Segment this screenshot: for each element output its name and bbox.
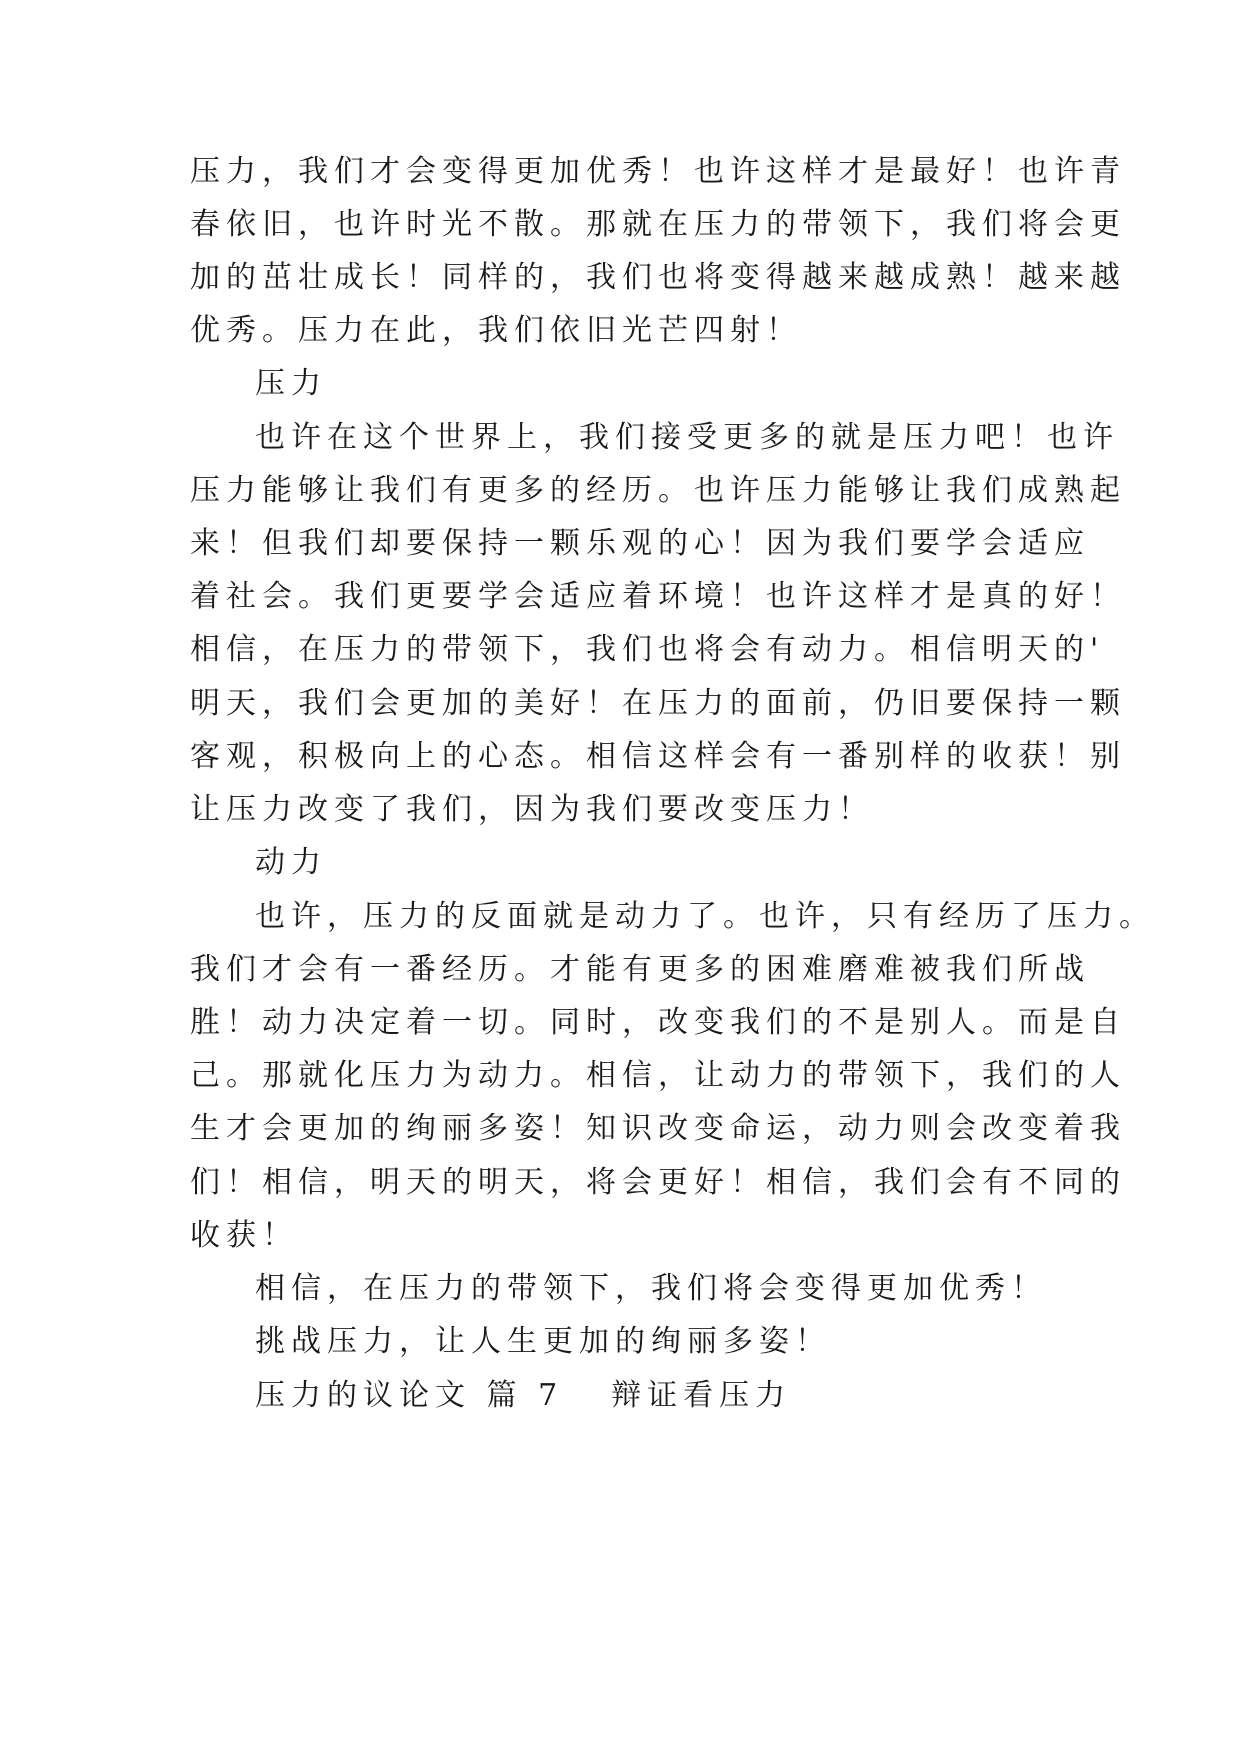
body-line: 明天，我们会更加的美好！在压力的面前，仍旧要保持一颗 [190, 686, 1126, 721]
section-heading: 压力 [255, 366, 327, 401]
body-line: 收获！ [190, 1218, 298, 1253]
body-line: 我们才会有一番经历。才能有更多的困难磨难被我们所战 [190, 952, 1090, 987]
body-line: 来！但我们却要保持一颗乐观的心！因为我们要学会适应 [190, 526, 1090, 561]
body-line: 优秀。压力在此，我们依旧光芒四射！ [190, 313, 802, 348]
body-line: 相信，在压力的带领下，我们也将会有动力。相信明天的' [190, 632, 1105, 667]
body-line: 压力，我们才会变得更加优秀！也许这样才是最好！也许青 [190, 154, 1126, 189]
body-line: 客观，积极向上的心态。相信这样会有一番别样的收获！别 [190, 739, 1126, 774]
body-line: 压力能够让我们有更多的经历。也许压力能够让我们成熟起 [190, 473, 1126, 508]
body-line: 着社会。我们更要学会适应着环境！也许这样才是真的好！ [190, 579, 1126, 614]
body-line: 加的茁壮成长！同样的，我们也将变得越来越成熟！越来越 [190, 260, 1126, 295]
essay-section-number: 篇 7 [486, 1378, 564, 1413]
body-line: 相信，在压力的带领下，我们将会变得更加优秀！ [255, 1271, 1047, 1306]
body-line: 也许在这个世界上，我们接受更多的就是压力吧！也许 [255, 420, 1119, 455]
body-line: 生才会更加的绚丽多姿！知识改变命运，动力则会改变着我 [190, 1111, 1126, 1146]
next-essay-heading [255, 1376, 1070, 1416]
section-heading: 动力 [255, 845, 327, 880]
body-line: 春依旧，也许时光不散。那就在压力的带领下，我们将会更 [190, 207, 1126, 242]
body-line: 也许，压力的反面就是动力了。也许，只有经历了压力。 [255, 899, 1155, 934]
essay-subtitle: 辩证看压力 [611, 1378, 792, 1413]
body-line: 己。那就化压力为动力。相信，让动力的带领下，我们的人 [190, 1058, 1126, 1093]
body-line: 们！相信，明天的明天，将会更好！相信，我们会有不同的 [190, 1165, 1126, 1200]
essay-title: 压力的议论文 [255, 1378, 471, 1413]
body-line: 让压力改变了我们，因为我们要改变压力！ [190, 792, 874, 827]
body-line: 胜！动力决定着一切。同时，改变我们的不是别人。而是自 [190, 1005, 1126, 1040]
body-line: 挑战压力，让人生更加的绚丽多姿！ [255, 1324, 831, 1359]
